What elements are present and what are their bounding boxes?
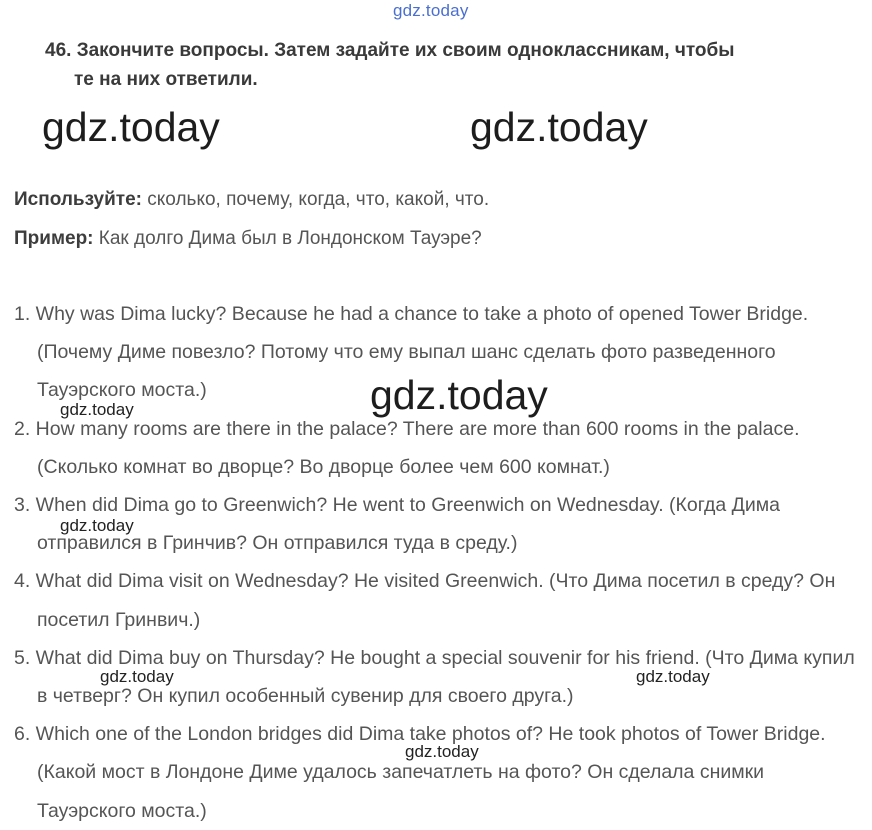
watermark-large: gdz.today: [470, 104, 648, 150]
answer-item: [14, 562, 864, 638]
task-heading: [45, 36, 860, 94]
answer-number: 6.: [14, 723, 31, 746]
answer-number: 4.: [14, 570, 31, 593]
task-instruction-line1: Закончите вопросы. Затем задайте их своим одноклассникам, чтобы: [76, 40, 735, 61]
answer-text: Which one of the London bridges did Dima take photos of? He took photos of Tower Bridge. (Какой мост в Лондоне Диме удалось запечатлеть на фото? Он сделала снимки Тауэрского моста.): [30, 723, 826, 822]
use-text: сколько, почему, когда, что, какой, что.: [142, 189, 490, 210]
watermark-large: gdz.today: [42, 104, 220, 150]
watermark-small: gdz.today: [405, 742, 479, 761]
answer-number: 1.: [14, 303, 31, 325]
example-label: Пример:: [14, 228, 94, 249]
answer-text: What did Dima buy on Thursday? He bought a special souvenir for his friend. (Что Дима купил в четверг? Он купил особенный сувенир для своего друга.): [30, 646, 855, 708]
example-line: [14, 228, 482, 250]
example-text: Как долго Дима был в Лондонском Тауэре?: [93, 228, 482, 249]
use-words-line: [14, 189, 489, 211]
answer-text: When did Dima go to Greenwich? He went to Greenwich on Wednesday. (Когда Дима отправился в Гринчив? Он отправился туда в среду.): [30, 494, 780, 555]
answer-text: How many rooms are there in the palace? There are more than 600 rooms in the palace. (Сколько комнат во дворце? Во дворце более чем 600 комнат.): [30, 417, 800, 478]
answer-text: Why was Dima lucky? Because he had a chance to take a photo of opened Tower Bridge. (Почему Диме повезло? Потому что ему выпал шанс сделать фото разведенного Тауэрского моста.): [30, 303, 809, 402]
answer-text: What did Dima visit on Wednesday? He visited Greenwich. (Что Дима посетил в среду? Он посетил Гринвич.): [30, 570, 836, 631]
watermark-small: gdz.today: [100, 667, 174, 686]
answer-item: [14, 410, 864, 486]
watermark-small: gdz.today: [60, 516, 134, 535]
watermark-top: gdz.today: [393, 1, 469, 20]
watermark-small: gdz.today: [60, 400, 134, 419]
answer-item: [14, 486, 864, 562]
watermark-large: gdz.today: [370, 372, 548, 418]
answer-item: [14, 715, 864, 830]
answer-number: 3.: [14, 494, 31, 517]
task-number: 46.: [45, 40, 72, 61]
answer-number: 5.: [14, 646, 31, 669]
task-instruction-line2: те на них ответили.: [74, 69, 258, 90]
use-label: Используйте:: [14, 189, 142, 210]
answer-number: 2.: [14, 417, 31, 440]
watermark-small: gdz.today: [636, 667, 710, 686]
